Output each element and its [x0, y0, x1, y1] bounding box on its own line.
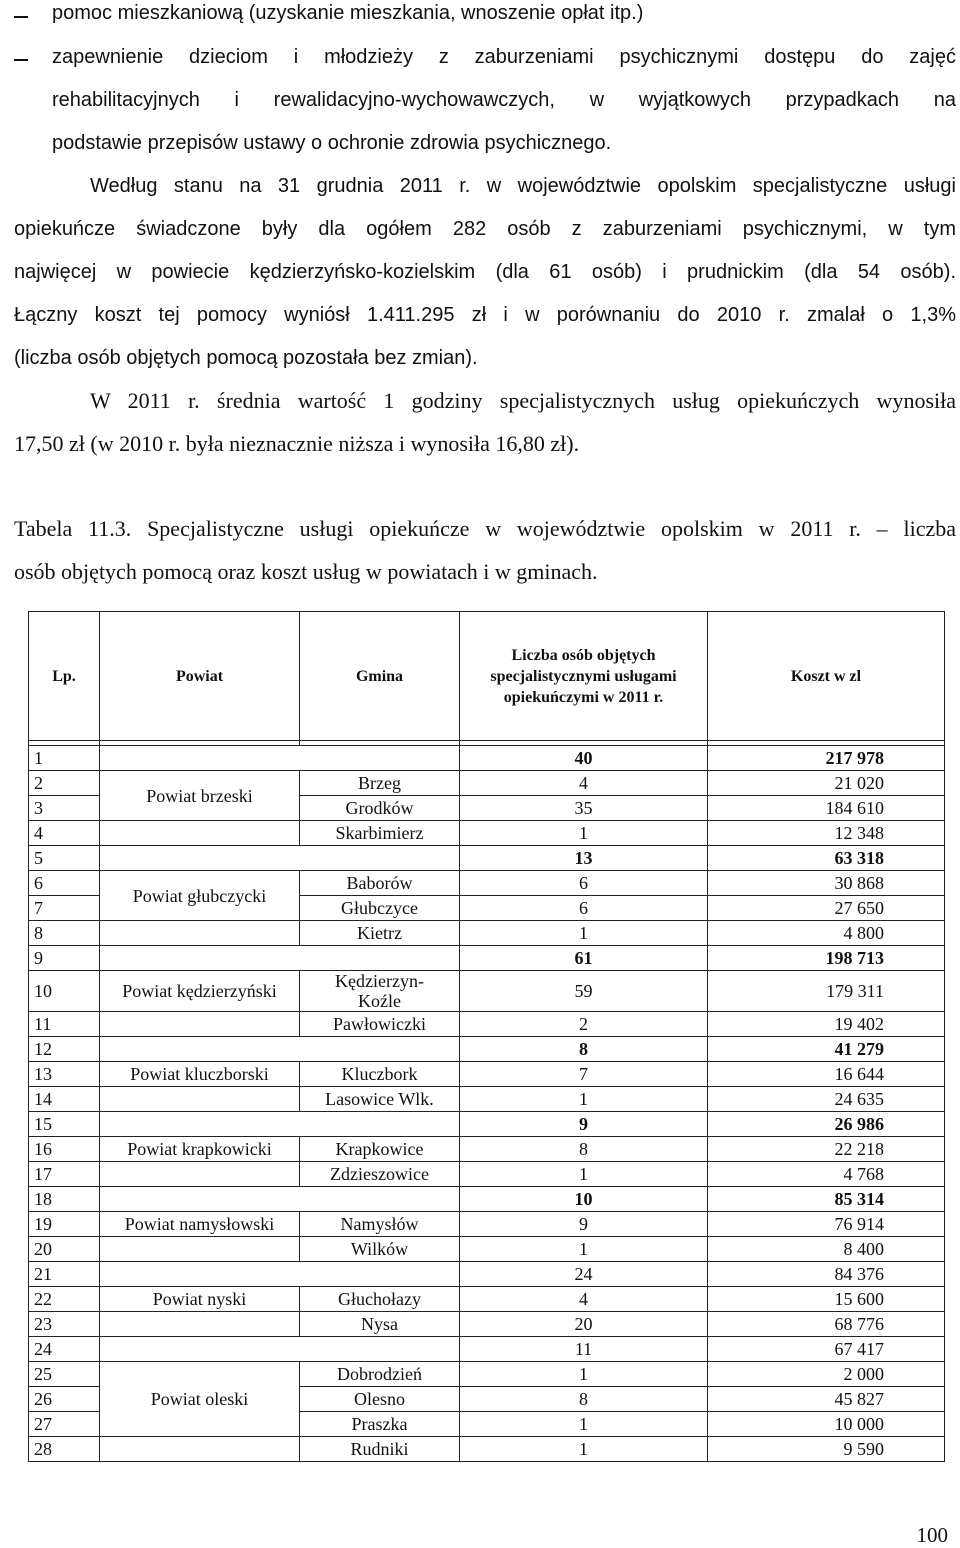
cell-koszt: 9 590	[708, 1437, 945, 1462]
cell-liczba: 9	[460, 1112, 708, 1137]
bullet-text: pomoc mieszkaniową (uzyskanie mieszkania, wnoszenie opłat itp.)	[52, 2, 644, 24]
cell-koszt: 41 279	[708, 1037, 945, 1062]
table-row	[29, 921, 945, 946]
cell-liczba: 61	[460, 946, 708, 971]
cell-gmina: Krapkowice	[300, 1137, 460, 1162]
cell-lp: 3	[29, 796, 100, 821]
cell-liczba: 8	[460, 1037, 708, 1062]
bullet-dash	[14, 16, 28, 18]
cell-empty	[100, 1237, 300, 1262]
cell-koszt: 4 768	[708, 1162, 945, 1187]
cell-koszt: 30 868	[708, 871, 945, 896]
cell-liczba: 6	[460, 871, 708, 896]
cell-gmina: Pawłowiczki	[300, 1012, 460, 1037]
table-row	[29, 1187, 945, 1212]
cell-empty	[100, 1087, 300, 1112]
cell-lp: 24	[29, 1337, 100, 1362]
table-caption: Tabela 11.3. Specjalistyczne usługi opiekuńcze w województwie opolskim w 2011 r. – liczba	[14, 516, 956, 541]
table-row	[29, 1312, 945, 1337]
table-row	[29, 1437, 945, 1462]
cell-lp: 12	[29, 1037, 100, 1062]
cell-lp: 8	[29, 921, 100, 946]
cell-gmina: Grodków	[300, 796, 460, 821]
paragraph-line: W 2011 r. średnia wartość 1 godziny specjalistycznych usług opiekuńczych wynosiła	[90, 388, 956, 413]
cell-empty	[100, 1262, 460, 1287]
paragraph-line: Według stanu na 31 grudnia 2011 r. w województwie opolskim specjalistyczne usługi	[90, 175, 956, 197]
cell-gmina: Namysłów	[300, 1212, 460, 1237]
cell-liczba: 59	[460, 971, 708, 1012]
cell-gmina: Dobrodzień	[300, 1362, 460, 1387]
cell-liczba: 6	[460, 896, 708, 921]
cell-lp: 6	[29, 871, 100, 896]
cell-powiat: Powiat głubczycki	[100, 871, 300, 921]
cell-gmina: Olesno	[300, 1387, 460, 1412]
cell-empty	[100, 821, 300, 846]
bullet-text: podstawie przepisów ustawy o ochronie zdrowia psychicznego.	[52, 132, 612, 154]
cell-koszt: 22 218	[708, 1137, 945, 1162]
table-row	[29, 1362, 945, 1387]
cell-koszt: 27 650	[708, 896, 945, 921]
table-row	[29, 746, 945, 771]
cell-empty	[100, 1012, 300, 1037]
bullet-dash	[14, 59, 28, 61]
cell-empty	[100, 1312, 300, 1337]
cell-powiat: Powiat kluczborski	[100, 1062, 300, 1087]
cell-koszt: 24 635	[708, 1087, 945, 1112]
bullet-text: rehabilitacyjnych i rewalidacyjno-wychowawczych, w wyjątkowych przypadkach na	[52, 89, 956, 111]
paragraph-line: 17,50 zł (w 2010 r. była nieznacznie niższa i wynosiła 16,80 zł).	[14, 431, 580, 456]
cell-lp: 13	[29, 1062, 100, 1087]
cell-liczba: 24	[460, 1262, 708, 1287]
cell-lp: 20	[29, 1237, 100, 1262]
cell-koszt: 2 000	[708, 1362, 945, 1387]
table-row	[29, 771, 945, 796]
cell-lp: 19	[29, 1212, 100, 1237]
bullet-text: zapewnienie dzieciom i młodzieży z zaburzeniami psychicznymi dostępu do zajęć	[52, 46, 956, 68]
cell-empty	[100, 921, 300, 946]
table-caption: osób objętych pomocą oraz koszt usług w powiatach i w gminach.	[14, 559, 598, 584]
cell-liczba: 4	[460, 771, 708, 796]
cell-lp: 4	[29, 821, 100, 846]
cell-koszt: 184 610	[708, 796, 945, 821]
table-row	[29, 1337, 945, 1362]
paragraph-line: najwięcej w powiecie kędzierzyńsko-kozielskim (dla 61 osób) i prudnickim (dla 54 osób).	[14, 261, 956, 283]
cell-liczba: 35	[460, 796, 708, 821]
cell-gmina: Nysa	[300, 1312, 460, 1337]
cell-liczba: 1	[460, 1362, 708, 1387]
table-row	[29, 1287, 945, 1312]
cell-gmina: Zdzieszowice	[300, 1162, 460, 1187]
cell-lp: 10	[29, 971, 100, 1012]
header-lp: Lp.	[29, 612, 100, 741]
paragraph-line: Łączny koszt tej pomocy wyniósł 1.411.295 zł i w porównaniu do 2010 r. zmalał o 1,3%	[14, 304, 956, 326]
cell-powiat: Powiat kędzierzyński	[100, 971, 300, 1012]
cell-gmina: Rudniki	[300, 1437, 460, 1462]
cell-lp: 9	[29, 946, 100, 971]
cell-koszt: 217 978	[708, 746, 945, 771]
table-header-row	[29, 612, 945, 741]
paragraph-line: opiekuńcze świadczone były dla ogółem 282 osób z zaburzeniami psychicznymi, w tym	[14, 218, 956, 240]
cell-empty	[100, 1337, 460, 1362]
cell-lp: 14	[29, 1087, 100, 1112]
cell-liczba: 1	[460, 921, 708, 946]
cell-liczba: 11	[460, 1337, 708, 1362]
cell-empty	[100, 846, 460, 871]
cell-lp: 11	[29, 1012, 100, 1037]
cell-gmina: Lasowice Wlk.	[300, 1087, 460, 1112]
cell-empty	[100, 1187, 460, 1212]
cell-empty	[100, 746, 460, 771]
cell-gmina: Głubczyce	[300, 896, 460, 921]
cell-koszt: 179 311	[708, 971, 945, 1012]
cell-lp: 17	[29, 1162, 100, 1187]
paragraph-line: (liczba osób objętych pomocą pozostała bez zmian).	[14, 347, 478, 369]
cell-gmina: Kietrz	[300, 921, 460, 946]
cell-koszt: 198 713	[708, 946, 945, 971]
table-row	[29, 1237, 945, 1262]
cell-koszt: 45 827	[708, 1387, 945, 1412]
cell-lp: 23	[29, 1312, 100, 1337]
cell-empty	[100, 1037, 460, 1062]
cell-gmina: Kędzierzyn-Koźle	[300, 971, 460, 1012]
cell-gmina: Praszka	[300, 1412, 460, 1437]
cell-gmina: Skarbimierz	[300, 821, 460, 846]
table-row	[29, 971, 945, 1012]
cell-koszt: 10 000	[708, 1412, 945, 1437]
table-row	[29, 1262, 945, 1287]
table-row	[29, 871, 945, 896]
cell-powiat: Powiat krapkowicki	[100, 1137, 300, 1162]
table-row	[29, 821, 945, 846]
cell-liczba: 1	[460, 1237, 708, 1262]
cell-lp: 27	[29, 1412, 100, 1437]
cell-empty	[100, 1437, 300, 1462]
cell-liczba: 8	[460, 1137, 708, 1162]
cell-empty	[100, 1162, 300, 1187]
cell-liczba: 40	[460, 746, 708, 771]
cell-koszt: 68 776	[708, 1312, 945, 1337]
cell-empty	[100, 946, 460, 971]
cell-liczba: 7	[460, 1062, 708, 1087]
table-row	[29, 1212, 945, 1237]
cell-liczba: 1	[460, 1162, 708, 1187]
cell-liczba: 2	[460, 1012, 708, 1037]
table-row	[29, 946, 945, 971]
cell-liczba: 13	[460, 846, 708, 871]
cell-koszt: 8 400	[708, 1237, 945, 1262]
cell-gmina: Brzeg	[300, 771, 460, 796]
cell-liczba: 1	[460, 1437, 708, 1462]
cell-powiat: Powiat nyski	[100, 1287, 300, 1312]
table-row	[29, 1162, 945, 1187]
table-row	[29, 1062, 945, 1087]
cell-gmina: Wilków	[300, 1237, 460, 1262]
cell-koszt: 12 348	[708, 821, 945, 846]
cell-lp: 18	[29, 1187, 100, 1212]
cell-koszt: 84 376	[708, 1262, 945, 1287]
cell-empty	[100, 1112, 460, 1137]
cell-gmina: Głuchołazy	[300, 1287, 460, 1312]
cell-liczba: 1	[460, 821, 708, 846]
cell-lp: 5	[29, 846, 100, 871]
header-gmina: Gmina	[300, 612, 460, 741]
cell-lp: 21	[29, 1262, 100, 1287]
header-koszt: Koszt w zl	[708, 612, 945, 741]
cell-liczba: 4	[460, 1287, 708, 1312]
cell-liczba: 20	[460, 1312, 708, 1337]
table-row	[29, 1112, 945, 1137]
table-row	[29, 1037, 945, 1062]
cell-powiat: Powiat oleski	[100, 1362, 300, 1437]
table-row	[29, 1087, 945, 1112]
cell-powiat: Powiat namysłowski	[100, 1212, 300, 1237]
cell-gmina: Kluczbork	[300, 1062, 460, 1087]
cell-koszt: 15 600	[708, 1287, 945, 1312]
cell-koszt: 16 644	[708, 1062, 945, 1087]
cell-gmina: Baborów	[300, 871, 460, 896]
cell-lp: 16	[29, 1137, 100, 1162]
cell-koszt: 19 402	[708, 1012, 945, 1037]
cell-koszt: 4 800	[708, 921, 945, 946]
table-row	[29, 1137, 945, 1162]
cell-lp: 2	[29, 771, 100, 796]
cell-lp: 22	[29, 1287, 100, 1312]
cell-lp: 25	[29, 1362, 100, 1387]
cell-powiat: Powiat brzeski	[100, 771, 300, 821]
cell-koszt: 21 020	[708, 771, 945, 796]
cell-koszt: 76 914	[708, 1212, 945, 1237]
cell-koszt: 85 314	[708, 1187, 945, 1212]
header-liczba: Liczba osób objętych specjalistycznymi usługami opiekuńczymi w 2011 r.	[460, 612, 708, 741]
cell-liczba: 1	[460, 1412, 708, 1437]
table-row	[29, 846, 945, 871]
cell-liczba: 1	[460, 1087, 708, 1112]
cell-liczba: 8	[460, 1387, 708, 1412]
cell-lp: 28	[29, 1437, 100, 1462]
cell-koszt: 63 318	[708, 846, 945, 871]
cell-lp: 7	[29, 896, 100, 921]
cell-liczba: 9	[460, 1212, 708, 1237]
cell-koszt: 67 417	[708, 1337, 945, 1362]
header-powiat: Powiat	[100, 612, 300, 741]
page-number: 100	[916, 1523, 948, 1547]
cell-lp: 15	[29, 1112, 100, 1137]
data-table	[28, 611, 945, 1462]
cell-lp: 26	[29, 1387, 100, 1412]
table-row	[29, 1012, 945, 1037]
cell-lp: 1	[29, 746, 100, 771]
cell-liczba: 10	[460, 1187, 708, 1212]
cell-koszt: 26 986	[708, 1112, 945, 1137]
